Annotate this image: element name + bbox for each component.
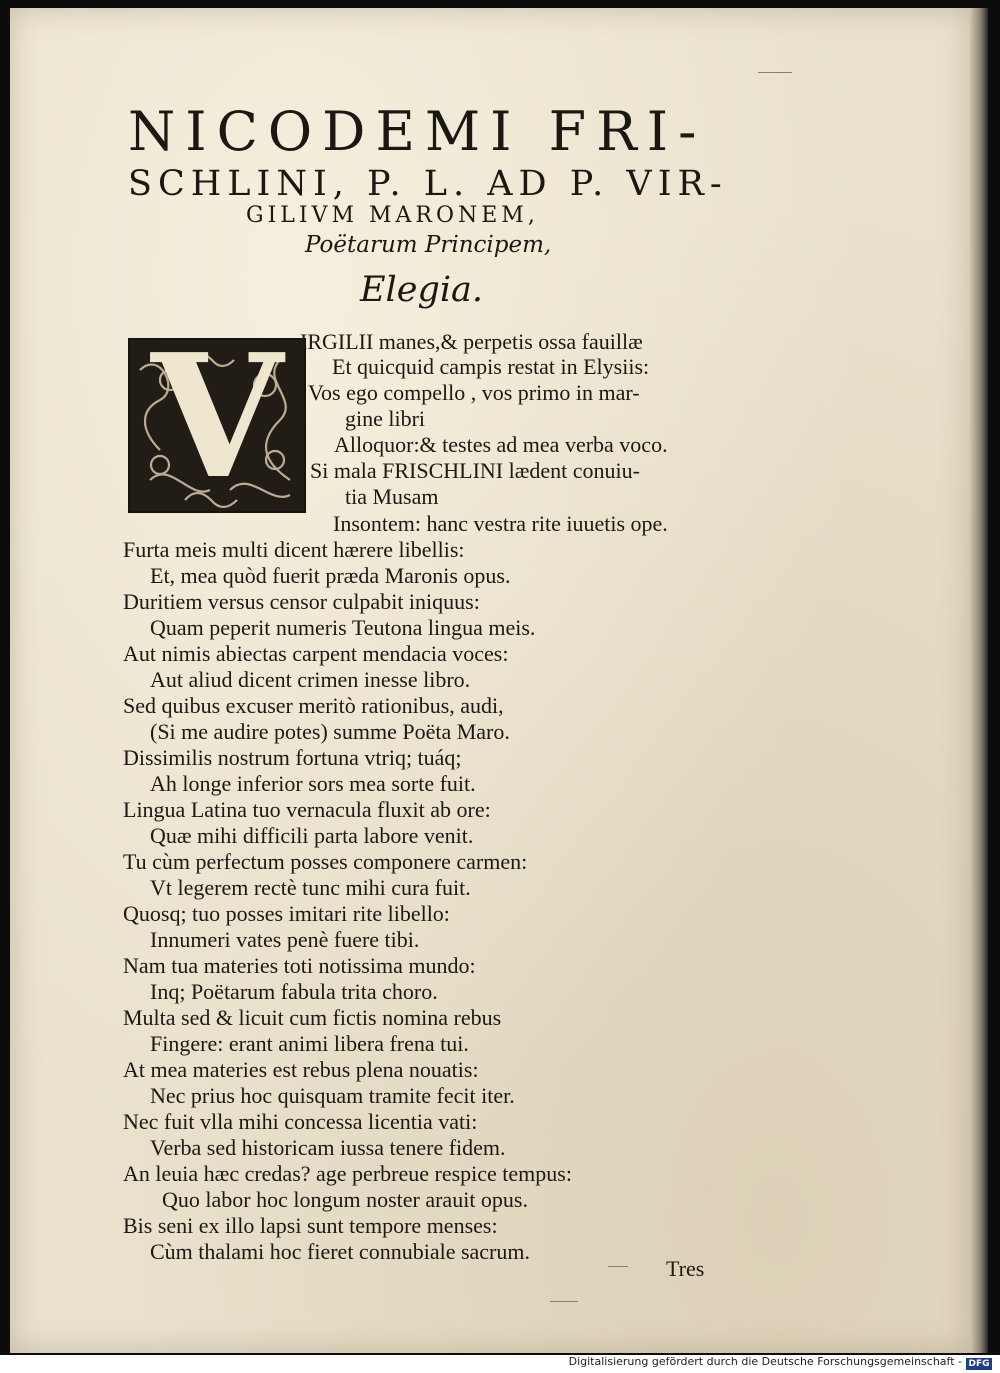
verse-line: Lingua Latina tuo vernacula fluxit ab ore: [123, 797, 491, 822]
verse-line: Et quicquid campis restat in Elysiis: [332, 354, 650, 379]
title-line-2: SCHLINI, P. L. AD P. VIR- [128, 164, 728, 204]
verse-line: Aut aliud dicent crimen inesse libro. [150, 667, 471, 692]
verse-line: At mea materies est rebus plena nouatis: [123, 1057, 479, 1082]
verse-line: Tu cùm perfectum posses componere carmen: [123, 849, 528, 874]
footer-bar [0, 1355, 1000, 1373]
margin-mark [758, 72, 792, 73]
catchword: Tres [666, 1256, 705, 1281]
verse-line: Quosq; tuo posses imitari rite libello: [123, 901, 450, 926]
verse-line: Bis seni ex illo lapsi sunt tempore menses: [123, 1213, 498, 1238]
verse-line: Ah longe inferior sors mea sorte fuit. [150, 771, 476, 796]
verse-line: gine libri [345, 406, 426, 431]
verse-line: Si mala FRISCHLINI lædent conuiu- [310, 458, 640, 483]
verse-line: Insontem: hanc vestra rite iuuetis ope. [333, 511, 668, 536]
verse-line: Aut nimis abiectas carpent mendacia voces: [123, 641, 509, 666]
title-line-1: NICODEMI FRI- [128, 100, 707, 163]
page-gutter [970, 8, 988, 1353]
verse-line: Quam peperit numeris Teutona lingua meis. [150, 615, 536, 640]
verse-line: Fingere: erant animi libera frena tui. [150, 1031, 469, 1056]
verse-line: Duritiem versus censor culpabit iniquus: [123, 589, 480, 614]
title-line-3: GILIVM MARONEM, [246, 203, 539, 228]
verse-line: Vt legerem rectè tunc mihi cura fuit. [150, 875, 471, 900]
verse-line: IRGILII manes,& perpetis ossa fauillæ [300, 329, 643, 354]
initial-letter: V [151, 317, 283, 517]
title-line-4: Poëtarum Principem, [305, 232, 552, 258]
verse-line: Quo labor hoc longum noster arauit opus. [162, 1187, 528, 1212]
verse-line: Innumeri vates penè fuere tibi. [150, 927, 420, 952]
verse-line: Quæ mihi difficili parta labore venit. [150, 823, 474, 848]
book-page [10, 8, 970, 1353]
verse-line: tia Musam [345, 484, 439, 509]
verse-line: Furta meis multi dicent hærere libellis: [123, 537, 465, 562]
verse-line: Et, mea quòd fuerit præda Maronis opus. [150, 563, 511, 588]
verse-line: Multa sed & licuit cum fictis nomina rebus [123, 1005, 502, 1030]
verse-line: Cùm thalami hoc fieret connubiale sacrum. [150, 1239, 530, 1264]
verse-line: Nec prius hoc quisquam tramite fecit iter. [150, 1083, 515, 1108]
verse-line: Dissimilis nostrum fortuna vtriq; tuáq; [123, 745, 462, 770]
verse-line: Nec fuit vlla mihi concessa licentia vati: [123, 1109, 478, 1134]
dfg-logo: DFG [966, 1358, 992, 1370]
title-elegia: Elegia. [360, 270, 484, 310]
margin-mark [550, 1301, 578, 1302]
verse-line: Verba sed historicam iussa tenere fidem. [150, 1135, 506, 1160]
verse-line: Nam tua materies toti notissima mundo: [123, 953, 476, 978]
footer-credit: Digitalisierung gefördert durch die Deutsche Forschungsgemeinschaft - [568, 1355, 962, 1368]
verse-line: (Si me audire potes) summe Poëta Maro. [150, 719, 510, 744]
margin-mark [608, 1266, 628, 1267]
verse-line: Inq; Poëtarum fabula trita choro. [150, 979, 438, 1004]
verse-line: Sed quibus excuser meritò rationibus, audi, [123, 693, 504, 718]
decorated-initial [128, 317, 306, 517]
verse-line: Alloquor:& testes ad mea verba voco. [334, 432, 668, 457]
verse-line: An leuia hæc credas? age perbreue respice tempus: [123, 1161, 572, 1186]
verse-line: Vos ego compello , vos primo in mar- [308, 380, 640, 405]
